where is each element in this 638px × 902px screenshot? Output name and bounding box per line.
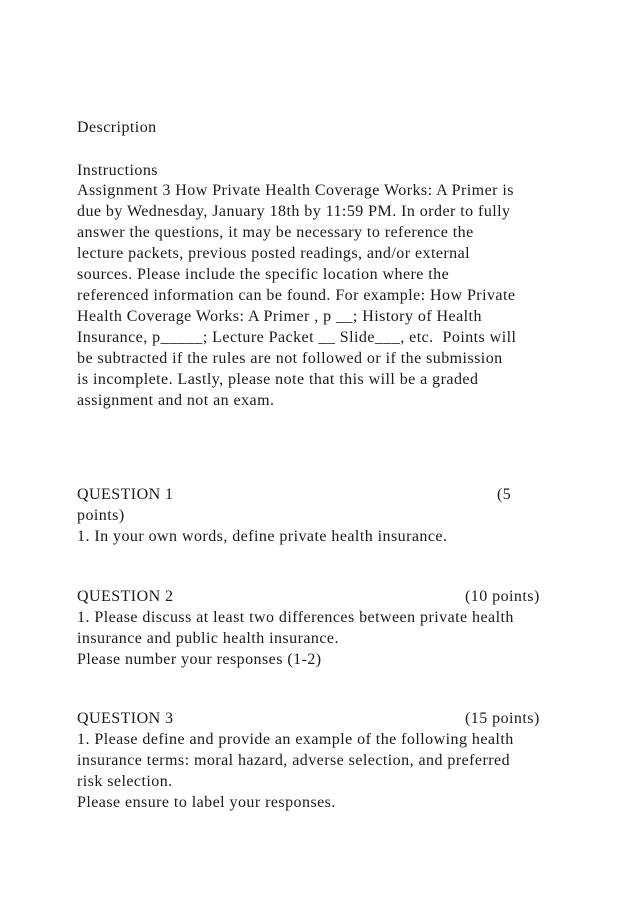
question-points: (5	[497, 486, 512, 503]
instructions-line: Health Coverage Works: A Primer , p __; History of Health	[77, 308, 482, 325]
question-text: 1. In your own words, define private health insurance.	[77, 528, 448, 545]
question-title: QUESTION 2	[77, 588, 174, 605]
description-heading: Description	[77, 119, 157, 136]
instructions-line: assignment and not an exam.	[77, 392, 275, 409]
instructions-line: due by Wednesday, January 18th by 11:59 PM. In order to fully	[77, 203, 511, 220]
question-text: risk selection.	[77, 773, 173, 790]
question-title: QUESTION 3	[77, 710, 174, 727]
question-text: insurance terms: moral hazard, adverse selection, and preferred	[77, 752, 511, 769]
question-points: (15 points)	[465, 710, 540, 727]
instructions-line: answer the questions, it may be necessary to reference the	[77, 224, 474, 241]
instructions-line: Insurance, p_____; Lecture Packet __ Slide___, etc. Points will	[77, 329, 517, 346]
question-text: Please ensure to label your responses.	[77, 794, 336, 811]
instructions-line: sources. Please include the specific location where the	[77, 266, 450, 283]
instructions-line: referenced information can be found. For example: How Private	[77, 287, 516, 304]
instructions-label: Instructions	[77, 162, 158, 179]
instructions-line: is incomplete. Lastly, please note that this will be a graded	[77, 371, 479, 388]
question-points-continued: points)	[77, 507, 125, 524]
question-text: 1. Please define and provide an example of the following health	[77, 731, 514, 748]
question-text: insurance and public health insurance.	[77, 630, 339, 647]
question-points: (10 points)	[465, 588, 540, 605]
question-text: Please number your responses (1-2)	[77, 651, 322, 668]
instructions-line: Assignment 3 How Private Health Coverage Works: A Primer is	[77, 182, 514, 199]
instructions-line: be subtracted if the rules are not followed or if the submission	[77, 350, 503, 367]
instructions-line: lecture packets, previous posted readings, and/or external	[77, 245, 471, 262]
question-title: QUESTION 1	[77, 486, 174, 503]
question-text: 1. Please discuss at least two differences between private health	[77, 609, 514, 626]
